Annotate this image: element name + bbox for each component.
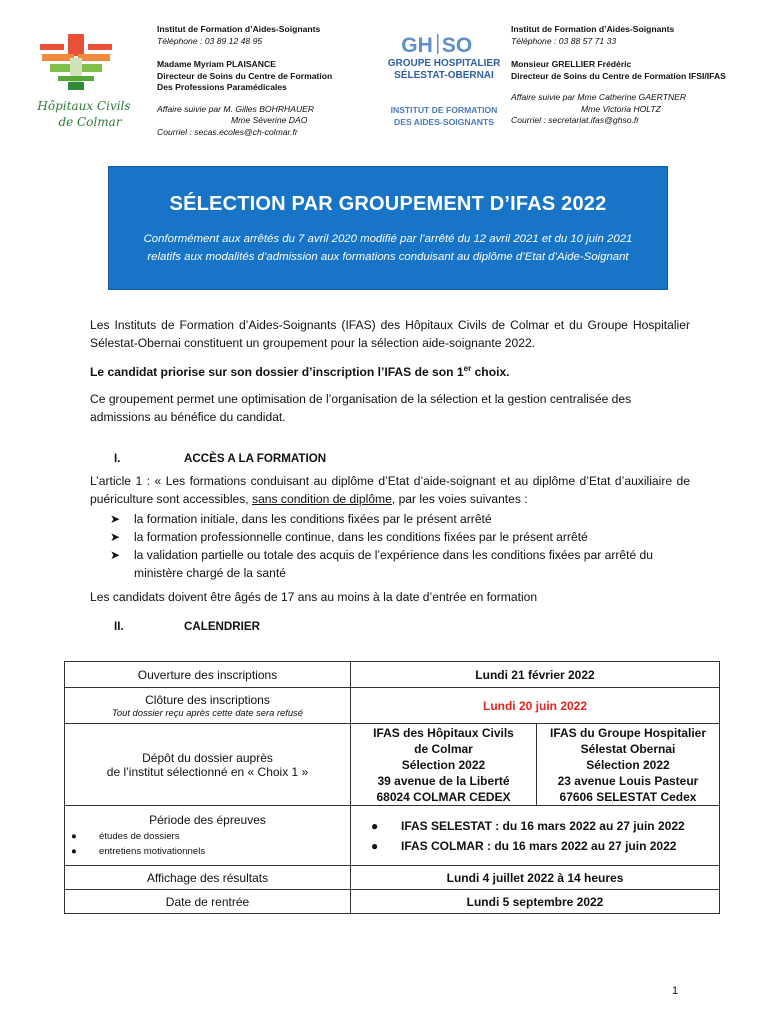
access-routes-list (90, 510, 690, 582)
group-benefit-paragraph: Ce groupement permet une optimisation de l’organisation de la sélection et la gestion centralisée des admissions au bénéfice du candidat. (90, 392, 632, 425)
logo-hcc-line2: de Colmar (58, 115, 122, 129)
right-contact-block (511, 24, 761, 127)
logo-gh-line4: DES AIDES-SOIGNANTS (394, 117, 494, 127)
table-row (65, 724, 720, 806)
results-label: Affichage des résultats (65, 866, 351, 890)
page-number: 1 (672, 985, 679, 997)
opening-label: Ouverture des inscriptions (65, 662, 351, 688)
left-institute: Institut de Formation d’Aides-Soignants (157, 24, 321, 34)
list-item: ● IFAS SELESTAT : du 16 mars 2022 au 27 juin 2022 (351, 816, 719, 836)
age-requirement: Les candidats doivent être âgés de 17 ans au moins à la date d’entrée en formation (90, 590, 538, 605)
list-item: ● études de dossiers (65, 829, 350, 844)
list-item: ➤ la formation initiale, dans les conditions fixées par le présent arrêté (90, 510, 690, 528)
table-row (65, 890, 720, 914)
bullet-icon: ● (371, 818, 379, 833)
closing-note: Tout dossier reçu après cette date sera refusé (112, 707, 303, 718)
closing-value: Lundi 20 juin 2022 (351, 688, 720, 724)
tests-values (351, 806, 720, 866)
arrow-bullet-icon: ➤ (110, 548, 121, 563)
left-director-title: Directeur de Soins du Centre de Formation (157, 70, 333, 81)
deposit-label-2: de l’institut sélectionné en « Choix 1 » (106, 764, 309, 779)
closing-cell (65, 688, 351, 724)
bullet-icon: ● (71, 845, 77, 857)
logo-gh-acronym-b: SO (441, 34, 473, 57)
document-body (90, 316, 690, 636)
selestat-address: IFAS du Groupe Hospitalier Sélestat Obernai Sélection 2022 23 avenue Louis Pasteur 67606 SELESTAT Cedex (537, 724, 720, 806)
table-row (65, 662, 720, 688)
start-label: Date de rentrée (65, 890, 351, 914)
list-item: ➤ la validation partielle ou totale des acquis de l’expérience dans les conditions fixées par arrêté du ministère chargé de la santé (90, 546, 690, 582)
opening-value: Lundi 21 février 2022 (351, 662, 720, 688)
left-director-title2: Des Professions Paramédicales (157, 82, 287, 92)
list-item: ● entretiens motivationnels (65, 844, 350, 859)
list-item: ➤ la formation professionnelle continue, dans les conditions fixées par le présent arrêté (90, 528, 690, 546)
title-banner (108, 166, 668, 290)
closing-label: Clôture des inscriptions (145, 693, 270, 707)
tests-cell (65, 806, 351, 866)
gh-so-logo (387, 28, 502, 138)
intro-paragraph: Les Instituts de Formation d’Aides-Soignants (IFAS) des Hôpitaux Civils de Colmar et du Groupe Hospitalier Sélestat-Obernai constituent un groupement pour la sélection aide-soignante 2022. (90, 318, 690, 350)
tests-list (65, 829, 350, 859)
letterhead (0, 0, 770, 160)
colmar-address: IFAS des Hôpitaux Civils de Colmar Sélection 2022 39 avenue de la Liberté 68024 COLMAR CEDEX (351, 724, 537, 806)
deposit-label-1: Dépôt du dossier auprès (142, 750, 273, 765)
results-value: Lundi 4 juillet 2022 à 14 heures (351, 866, 720, 890)
list-item: ● IFAS COLMAR : du 16 mars 2022 au 27 juin 2022 (351, 836, 719, 856)
hopitaux-civils-colmar-logo (28, 30, 140, 140)
right-institute: Institut de Formation d’Aides-Soignants (511, 24, 675, 34)
right-director-title: Directeur de Soins du Centre de Formation IFSI/IFAS (511, 70, 726, 81)
banner-subtitle-line2: relatifs aux modalités d’admission aux formations conduisant au diplôme d’Etat d’Aide-Soignant (147, 251, 629, 263)
right-followed-by: Affaire suivie par Mme Catherine GAERTNER (511, 92, 687, 102)
left-followed-by2: Mme Séverine DAO (231, 115, 308, 125)
logo-hcc-line1: Hôpitaux Civils (37, 99, 131, 113)
table-row (65, 688, 720, 724)
deposit-cell (65, 724, 351, 806)
left-director-name: Madame Myriam PLAISANCE (157, 59, 276, 69)
left-phone: Téléphone : 03 89 12 48 95 (157, 35, 263, 46)
logo-gh-line1: GROUPE HOSPITALIER (387, 58, 501, 69)
section-2-heading: II. CALENDRIER (114, 620, 261, 634)
left-contact-block (157, 24, 367, 138)
arrow-bullet-icon: ➤ (110, 512, 121, 527)
left-email: Courriel : secas.ecoles@ch-colmar.fr (157, 126, 298, 137)
bullet-icon: ● (371, 838, 379, 853)
tests-label: Période des épreuves (149, 812, 266, 827)
logo-gh-line2: SÉLESTAT-OBERNAI (394, 70, 494, 81)
bullet-icon: ● (71, 830, 77, 842)
banner-subtitle-line1: Conformément aux arrêtés du 7 avril 2020 modifié par l’arrêté du 12 avril 2021 et du 10 juin 2021 (143, 233, 633, 245)
priority-sentence: Le candidat priorise sur son dossier d’inscription l’IFAS de son 1er choix. (90, 364, 510, 380)
left-followed-by: Affaire suivie par M. Gilles BOHRHAUER (157, 103, 315, 114)
article-1-text: L’article 1 : « Les formations conduisant au diplôme d’Etat d’aide-soignant et au diplôme d’Etat d’auxiliaire de puériculture sont accessibles, sans condition de diplôme, par les voies suivantes : (90, 474, 690, 507)
document-title: SÉLECTION PAR GROUPEMENT D’IFAS 2022 (169, 193, 607, 215)
calendar-table (64, 661, 720, 914)
logo-gh-line3: INSTITUT DE FORMATION (390, 105, 498, 115)
right-phone: Téléphone : 03 88 57 71 33 (511, 35, 617, 46)
table-row (65, 806, 720, 866)
logo-gh-acronym-a: GH (401, 34, 433, 57)
right-followed-by2: Mme Victoria HOLTZ (581, 103, 661, 114)
right-director-name: Monsieur GRELLIER Frédéric (511, 59, 632, 69)
table-row (65, 866, 720, 890)
section-1-heading: I. ACCÈS A LA FORMATION (114, 452, 327, 466)
arrow-bullet-icon: ➤ (110, 530, 121, 545)
start-value: Lundi 5 septembre 2022 (351, 890, 720, 914)
right-email: Courriel : secretariat.ifas@ghso.fr (511, 115, 640, 125)
